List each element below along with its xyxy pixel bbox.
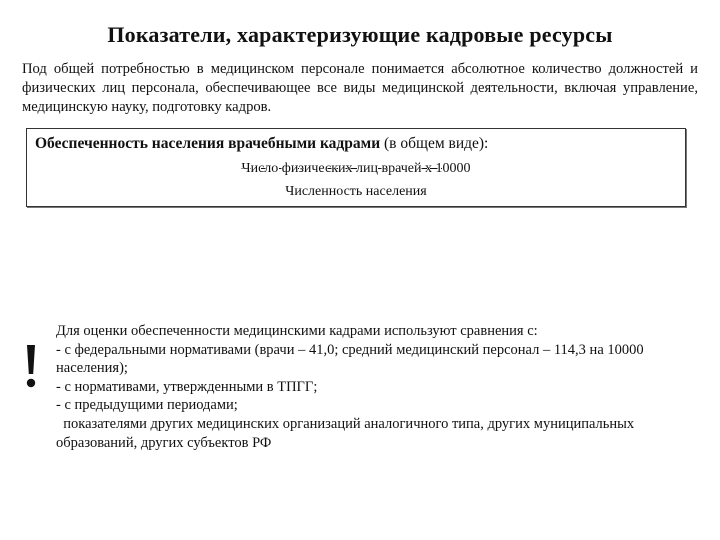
comparison-line: Для оценки обеспеченности медицинскими кадрами используют сравнения с:: [56, 323, 538, 339]
comparison-line: образований, других субъектов РФ: [56, 434, 272, 451]
formula-numerator: [27, 161, 685, 177]
formula-numerator-text: Число физических лиц врачей х 10000: [241, 161, 471, 176]
comparison-note: [56, 322, 716, 452]
formula-heading-bold: Обеспеченность населения врачебными кадрами: [35, 135, 381, 152]
comparison-line: - с предыдущими периодами;: [56, 397, 238, 414]
comparison-line: населения);: [56, 360, 128, 377]
comparison-line: показателями других медицинских организаций аналогичного типа, других муниципальных: [56, 415, 635, 432]
formula-box: [26, 128, 686, 207]
formula-denominator: Численность населения: [285, 184, 427, 199]
formula-heading-rest: (в общем виде):: [380, 135, 489, 152]
comparison-line: - с нормативами, утвержденными в ТПГГ;: [56, 378, 318, 395]
comparison-line: - с федеральными нормативами (врачи – 41,0; средний медицинский персонал – 114,3 на 10000: [56, 341, 644, 358]
page-title: Показатели, характеризующие кадровые ресурсы: [107, 22, 613, 47]
intro-paragraph: Под общей потребностью в медицинском персонале понимается абсолютное количество должностей и физических лиц персонала, обеспечивающее все виды медицинской деятельности, включая управление, медицинскую науку, подготовку кадров.: [22, 61, 698, 115]
exclamation-icon: [24, 345, 38, 389]
formula-heading: [35, 135, 488, 153]
